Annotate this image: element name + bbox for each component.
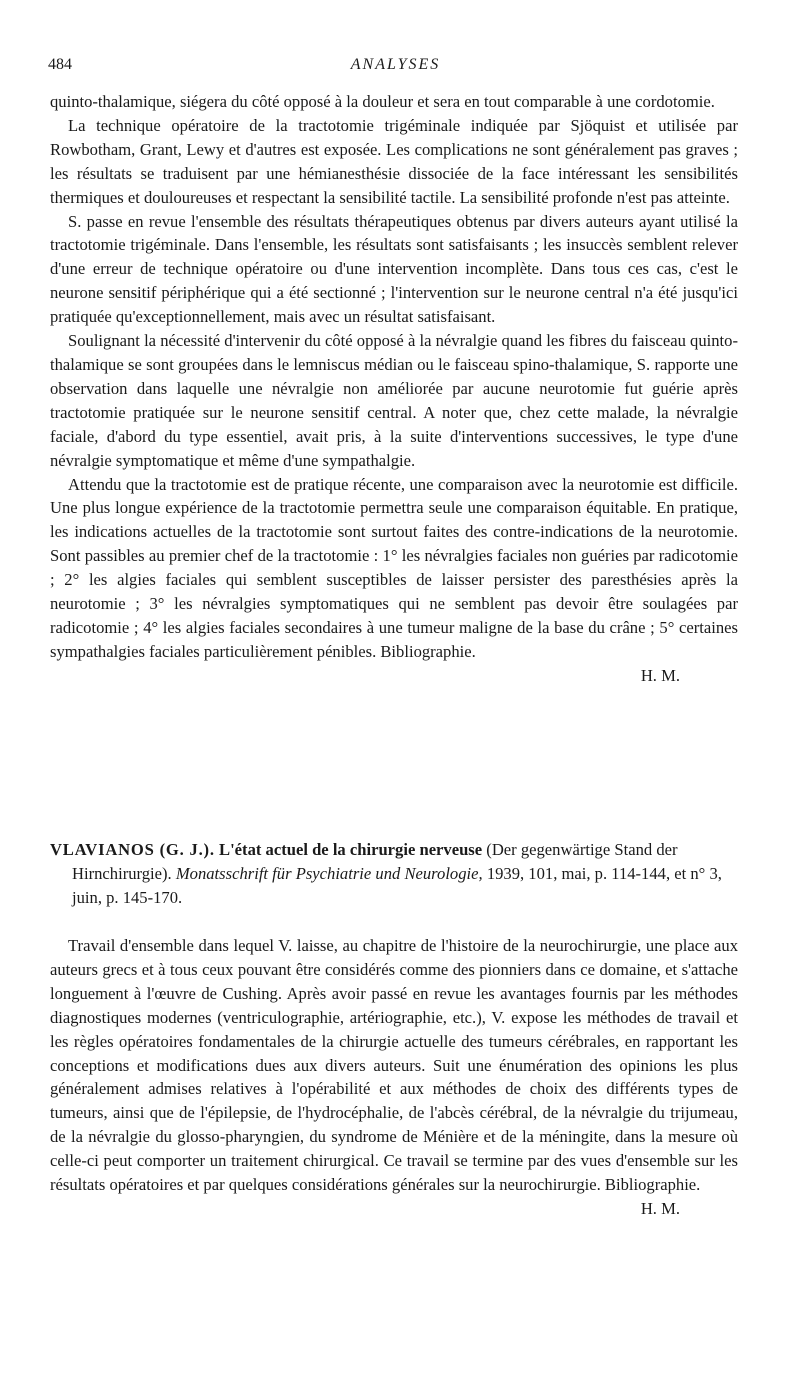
article-citation: 1939, 101, mai, p. 114-144, et n° 3, juin, p. 145-170. xyxy=(72,863,722,907)
running-title: ANALYSES xyxy=(350,56,441,73)
reviewer-signature: H. M. xyxy=(640,665,680,685)
review-vlavianos xyxy=(50,934,738,1221)
article-title: L'état actuel de la chirurgie nerveuse xyxy=(219,840,483,859)
paragraph: Soulignant la nécessité d'intervenir du côté opposé à la névralgie quand les fibres du faisceau quinto-thalamique se sont groupées dans le lemniscus médian ou le faisceau spino-thalamique, S. rapporte une observation dans laquelle une névralgie non améliorée par aucune neurotomie fut guérie après tractotomie pratiquée sur le neurone sensitif central. A noter que, chez cette malade, la névralgie faciale, d'abord du type essentiel, avait pris, à la suite d'interventions successives, le type d'une névralgie symptomatique et même d'une sympathalgie. xyxy=(50,331,738,470)
page-header xyxy=(48,56,743,80)
article-author: VLAVIANOS (G. J.). xyxy=(50,840,215,859)
paragraph: La technique opératoire de la tractotomie trigéminale indiquée par Sjöquist et utilisée par Rowbotham, Grant, Lewy et d'autres est exposée. Les complications ne sont généralement pas graves ; les résultats se traduisent par une hémianesthésie dissociée de la face intéressant les sensibilités thermiques et douloureuses et respectant la sensibilité tactile. La sensibilité profonde n'est pas atteinte. xyxy=(50,115,738,207)
review-tractotomie xyxy=(50,90,738,688)
reviewer-signature: H. M. xyxy=(640,1198,680,1218)
paragraph: Attendu que la tractotomie est de pratique récente, une comparaison avec la neurotomie est difficile. Une plus longue expérience de la tractotomie permettra seule une comparaison équitable. En pratique, les indications actuelles de la tractotomie sont surtout faites des contre-indications de la neurotomie. Sont passibles au premier chef de la tractotomie : 1° les névralgies faciales non guéries par radicotomie ; 2° les algies faciales qui semblent susceptibles de laisser persister des paresthésies après la neurotomie ; 3° les névralgies symptomatiques qui ne semblent pas devoir être soulagées par radicotomie ; 4° les algies faciales secondaires à une tumeur maligne de la base du crâne ; 5° certaines sympathalgies faciales particulièrement pénibles. Bibliographie. xyxy=(50,474,738,661)
paragraph: Travail d'ensemble dans lequel V. laisse, au chapitre de l'histoire de la neurochirurgie, une place aux auteurs grecs et à tous ceux pouvant être considérés comme des pionniers dans ce domaine, et s'attache longuement à l'œuvre de Cushing. Après avoir passé en revue les avantages fournis par les méthodes diagnostiques modernes (ventriculographie, artériographie, etc.), V. expose les méthodes de travail et les règles opératoires fondamentales de la chirurgie actuelle des tumeurs cérébrales, en rapportant les conceptions et modifications dues aux divers auteurs. Suit une énumération des opinions les plus généralement admises relatives à l'opérabilité et aux méthodes de choix des différents types de tumeurs, ainsi que de l'épilepsie, de l'hydrocéphalie, de l'abcès cérébral, de la névralgie du trijumeau, de la névralgie du glosso-pharyngien, du syndrome de Ménière et de la méningite, dans la mesure où celle-ci peut comporter un traitement chirurgical. Ce travail se termine par des vues d'ensemble sur les résultats opératoires et par quelques considérations générales sur la neurochirurgie. Bibliographie. xyxy=(50,936,738,1195)
paragraph: quinto-thalamique, siégera du côté opposé à la douleur et sera en tout comparable à une cordotomie. xyxy=(50,92,715,111)
article-heading xyxy=(50,838,740,910)
article-subtitle: (Der gegenwärtige Stand der Hirnchirurgie). xyxy=(72,840,678,883)
paragraph: S. passe en revue l'ensemble des résultats thérapeutiques obtenus par divers auteurs ayant utilisé la tractotomie trigéminale. Dans l'ensemble, les résultats sont satisfaisants ; les insuccès semblent relever d'une erreur de technique opératoire ou d'une intervention incomplète. Dans tous ces cas, c'est le neurone sensitif périphérique qui a été sectionné ; l'intervention sur le neurone central n'a été jusqu'ici pratiquée qu'exceptionnellement, mais avec un résultat satisfaisant. xyxy=(50,211,738,327)
page-number: 484 xyxy=(48,56,72,73)
article-journal: Monatsschrift für Psychiatrie und Neurologie, xyxy=(175,863,483,883)
